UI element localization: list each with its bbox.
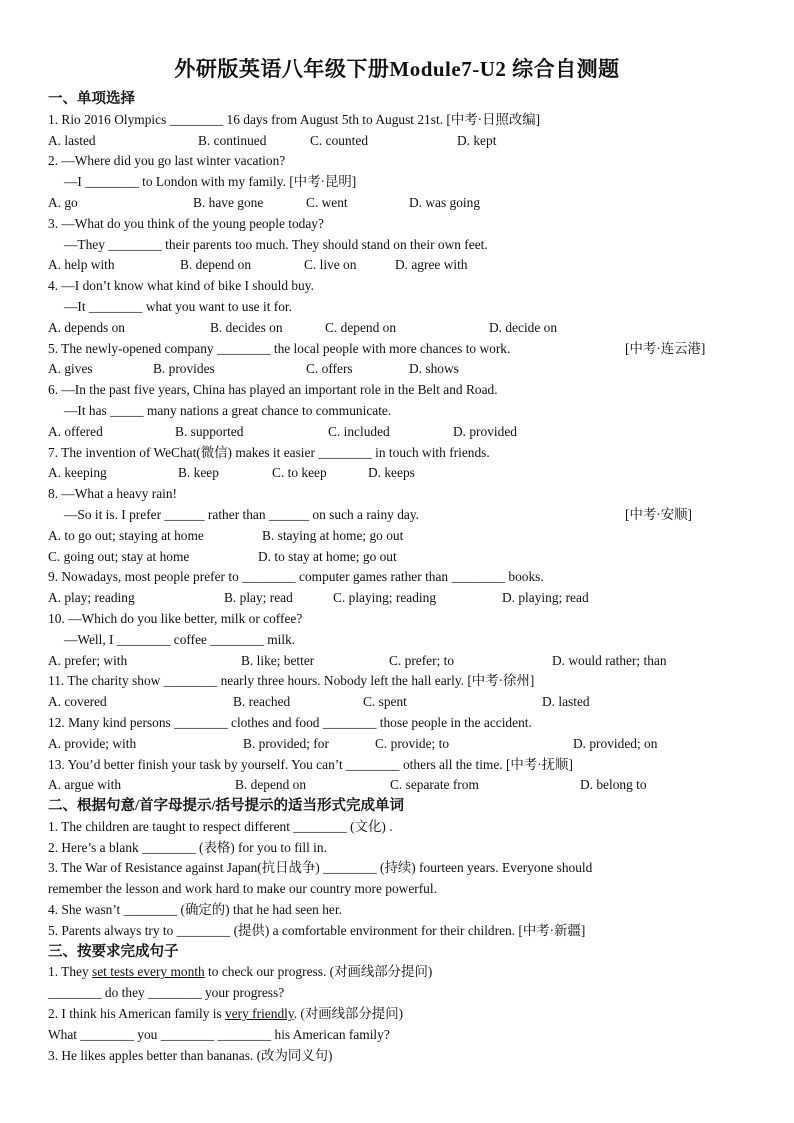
option-c: C. spent	[363, 694, 407, 710]
answer-options	[48, 692, 748, 713]
page-title: 外研版英语八年级下册Module7-U2 综合自测题	[174, 57, 620, 81]
option-b: B. staying at home; go out	[262, 527, 404, 543]
question-text: . (对画线部分提问)	[293, 1006, 404, 1022]
question-line	[48, 1025, 748, 1046]
question-text: to check our progress. (对画线部分提问)	[204, 964, 433, 980]
answer-options	[48, 193, 748, 214]
option-a: C. going out; stay at home	[48, 548, 190, 564]
option-c: C. separate from	[390, 777, 479, 793]
answer-options	[48, 255, 748, 276]
answer-options	[48, 526, 748, 547]
option-b: B. decides on	[210, 319, 283, 335]
option-c: C. went	[306, 194, 348, 210]
question-text: —So it is. I prefer ______ rather than ______ on such a rainy day.	[64, 506, 420, 522]
option-b: B. have gone	[193, 194, 264, 210]
question-text: —Well, I ________ coffee ________ milk.	[64, 631, 296, 647]
option-b: B. reached	[233, 694, 291, 710]
question-line	[48, 110, 748, 131]
question-text: 5. Parents always try to ________ (提供) a comfortable environment for their children. [中考·新疆]	[48, 922, 586, 938]
question-line	[48, 921, 748, 942]
underlined-phrase: set tests every month	[92, 964, 205, 980]
question-text: 2. I think his American family is	[48, 1006, 226, 1022]
question-text: —I ________ to London with my family. [中考·昆明]	[64, 174, 357, 190]
option-d: D. kept	[457, 132, 497, 148]
question-line	[48, 671, 748, 692]
question-text: 6. —In the past five years, China has played an important role in the Belt and Road.	[48, 382, 498, 398]
option-c: C. depend on	[325, 319, 397, 335]
option-c: C. provide; to	[375, 735, 450, 751]
question-line	[48, 172, 748, 193]
question-text: 1. They	[48, 964, 93, 980]
option-b: B. depend on	[180, 257, 252, 273]
question-line	[48, 339, 748, 360]
option-d: D. was going	[409, 194, 481, 210]
question-text: 13. You’d better finish your task by yourself. You can’t ________ others all the time. [中考·抚顺]	[48, 756, 573, 772]
option-d: D. playing; read	[502, 590, 589, 606]
question-line	[48, 276, 748, 297]
option-a: A. offered	[48, 423, 103, 439]
question-text: 3. The War of Resistance against Japan(抗日战争) ________ (持续) fourteen years. Everyone should	[48, 860, 593, 876]
option-d: D. decide on	[489, 319, 558, 335]
question-line	[48, 484, 748, 505]
question-line	[48, 817, 748, 838]
option-c: C. included	[328, 423, 390, 439]
question-line	[48, 297, 748, 318]
question-line	[48, 567, 748, 588]
question-line	[48, 755, 748, 776]
option-d: D. agree with	[395, 257, 468, 273]
option-a: A. play; reading	[48, 590, 135, 606]
question-text: 4. She wasn’t ________ (确定的) that he had seen her.	[48, 902, 342, 918]
section-heading: 一、单项选择	[48, 91, 135, 107]
question-line	[48, 879, 748, 900]
question-text: 11. The charity show ________ nearly three hours. Nobody left the hall early. [中考·徐州]	[48, 673, 535, 689]
question-line	[48, 900, 748, 921]
question-text: 3. —What do you think of the young people today?	[48, 215, 324, 231]
question-text: 5. The newly-opened company ________ the local people with more chances to work.	[48, 340, 511, 356]
option-a: A. keeping	[48, 465, 107, 481]
option-b: D. to stay at home; go out	[258, 548, 397, 564]
option-b: B. provided; for	[243, 735, 329, 751]
option-a: A. help with	[48, 257, 115, 273]
question-line	[48, 630, 748, 651]
question-text: 3. He likes apples better than bananas. (改为同义句)	[48, 1047, 333, 1063]
question-line	[48, 609, 748, 630]
answer-options	[48, 734, 748, 755]
option-b: B. supported	[175, 423, 244, 439]
question-line	[48, 443, 748, 464]
answer-options	[48, 588, 748, 609]
option-b: B. depend on	[235, 777, 307, 793]
option-b: B. keep	[178, 465, 219, 481]
section-heading: 二、根据句意/首字母提示/括号提示的适当形式完成单词	[48, 798, 405, 815]
answer-options	[48, 547, 748, 568]
question-text: —It has _____ many nations a great chance to communicate.	[64, 402, 392, 418]
option-b: B. continued	[198, 132, 267, 148]
question-text: 8. —What a heavy rain!	[48, 486, 178, 502]
option-a: A. argue with	[48, 777, 122, 793]
question-text: 4. —I don’t know what kind of bike I should buy.	[48, 278, 314, 294]
question-line	[48, 983, 748, 1004]
question-line	[48, 962, 748, 983]
option-d: D. provided	[453, 423, 517, 439]
question-text: What ________ you ________ ________ his American family?	[48, 1026, 390, 1042]
question-line	[48, 838, 748, 859]
option-a: A. go	[48, 194, 78, 210]
option-a: A. provide; with	[48, 735, 137, 751]
option-c: C. live on	[304, 257, 357, 273]
source-tag: [中考·连云港]	[625, 340, 706, 356]
underlined-phrase: very friendly	[225, 1006, 294, 1022]
option-a: A. depends on	[48, 319, 125, 335]
answer-options	[48, 131, 748, 152]
worksheet-content	[48, 89, 748, 1066]
question-line	[48, 151, 748, 172]
option-d: D. provided; on	[573, 735, 658, 751]
question-line	[48, 235, 748, 256]
question-text: —They ________ their parents too much. They should stand on their own feet.	[64, 236, 488, 252]
option-a: A. covered	[48, 694, 107, 710]
question-text: 9. Nowadays, most people prefer to ________ computer games rather than ________ books.	[48, 569, 544, 585]
option-c: C. prefer; to	[389, 652, 455, 668]
option-c: C. offers	[306, 361, 353, 377]
question-text: 10. —Which do you like better, milk or coffee?	[48, 610, 303, 626]
option-c: C. counted	[310, 132, 369, 148]
option-d: D. shows	[409, 361, 459, 377]
option-b: B. play; read	[224, 590, 293, 606]
question-line	[48, 858, 748, 879]
question-text: 12. Many kind persons ________ clothes and food ________ those people in the accident.	[48, 714, 532, 730]
answer-options	[48, 651, 748, 672]
question-line	[48, 1046, 748, 1067]
question-line	[48, 401, 748, 422]
option-a: A. prefer; with	[48, 652, 128, 668]
section-heading: 三、按要求完成句子	[48, 943, 179, 960]
question-text: remember the lesson and work hard to make our country more powerful.	[48, 881, 437, 897]
question-text: 1. Rio 2016 Olympics ________ 16 days from August 5th to August 21st. [中考·日照改编]	[48, 111, 541, 127]
question-text: 1. The children are taught to respect different ________ (文化) .	[48, 818, 393, 834]
answer-options	[48, 463, 748, 484]
answer-options	[48, 775, 748, 796]
question-text: —It ________ what you want to use it for.	[64, 298, 292, 314]
answer-options	[48, 422, 748, 443]
question-line	[48, 505, 748, 526]
option-d: D. belong to	[580, 777, 647, 793]
question-text: 2. Here’s a blank ________ (表格) for you to fill in.	[48, 839, 327, 855]
question-line	[48, 380, 748, 401]
question-text: 7. The invention of WeChat(微信) makes it easier ________ in touch with friends.	[48, 444, 490, 460]
answer-options	[48, 359, 748, 380]
question-line	[48, 1004, 748, 1025]
option-b: B. provides	[153, 361, 215, 377]
option-c: C. playing; reading	[333, 590, 437, 606]
option-a: A. lasted	[48, 132, 96, 148]
option-a: A. to go out; staying at home	[48, 527, 204, 543]
option-d: D. lasted	[542, 694, 590, 710]
question-text: 2. —Where did you go last winter vacation?	[48, 153, 286, 169]
question-line	[48, 214, 748, 235]
option-a: A. gives	[48, 361, 93, 377]
option-d: D. keeps	[368, 465, 415, 481]
answer-options	[48, 318, 748, 339]
source-tag: [中考·安顺]	[625, 506, 692, 522]
question-text: ________ do they ________ your progress?	[48, 985, 285, 1001]
option-d: D. would rather; than	[552, 652, 667, 668]
option-b: B. like; better	[241, 652, 315, 668]
option-c: C. to keep	[272, 465, 327, 481]
question-line	[48, 713, 748, 734]
